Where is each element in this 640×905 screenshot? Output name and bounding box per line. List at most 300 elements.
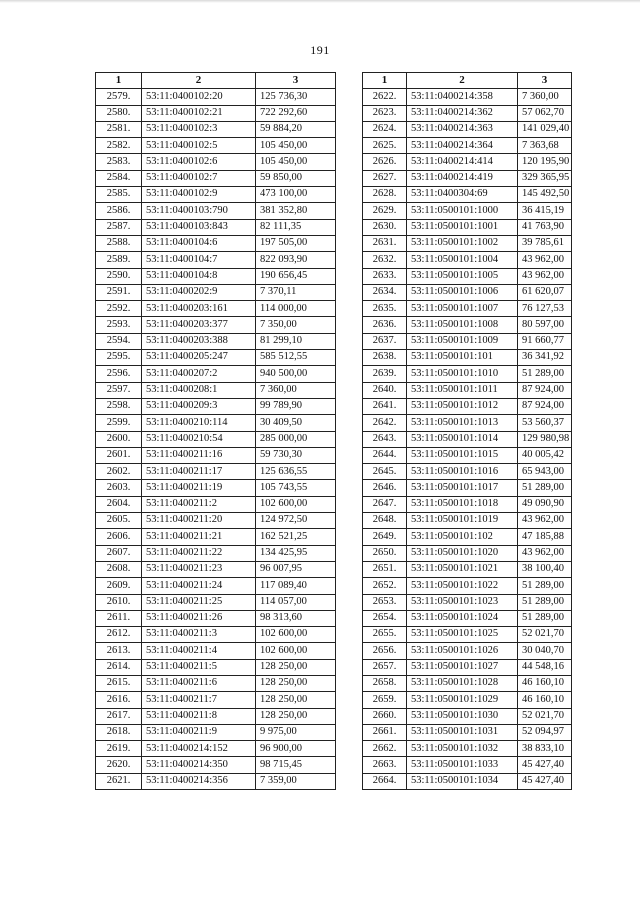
cadastral-value: 44 548,16	[518, 659, 572, 675]
cadastral-number: 53:11:0500101:101	[407, 350, 518, 366]
cadastral-number: 53:11:0400102:5	[142, 138, 256, 154]
column-header-cadastral-number: 2	[407, 73, 518, 89]
cadastral-value: 117 089,40	[256, 578, 336, 594]
cadastral-value: 98 313,60	[256, 610, 336, 626]
table-row	[96, 496, 336, 512]
table-row	[363, 252, 572, 268]
cadastral-number: 53:11:0400211:19	[142, 480, 256, 496]
table-row	[96, 692, 336, 708]
row-index: 2608.	[96, 561, 142, 577]
cadastral-number: 53:11:0500101:1002	[407, 235, 518, 251]
cadastral-number: 53:11:0400211:20	[142, 513, 256, 529]
table-row	[363, 301, 572, 317]
page-number: 191	[310, 43, 330, 57]
cadastral-value: 30 409,50	[256, 415, 336, 431]
row-index: 2588.	[96, 235, 142, 251]
cadastral-number: 53:11:0400214:152	[142, 741, 256, 757]
cadastral-value: 36 341,92	[518, 350, 572, 366]
row-index: 2657.	[363, 659, 407, 675]
row-index: 2585.	[96, 187, 142, 203]
table-row	[96, 643, 336, 659]
cadastral-value: 381 352,80	[256, 203, 336, 219]
cadastral-value: 51 289,00	[518, 578, 572, 594]
cadastral-number: 53:11:0500101:1033	[407, 757, 518, 773]
cadastral-number: 53:11:0400210:54	[142, 431, 256, 447]
table-row	[363, 89, 572, 105]
table-row	[363, 610, 572, 626]
row-index: 2637.	[363, 333, 407, 349]
table-row	[363, 594, 572, 610]
table-row	[363, 724, 572, 740]
cadastral-value: 52 021,70	[518, 627, 572, 643]
cadastral-number: 53:11:0400304:69	[407, 187, 518, 203]
cadastral-number: 53:11:0500101:1034	[407, 773, 518, 789]
cadastral-value: 59 884,20	[256, 121, 336, 137]
row-index: 2584.	[96, 170, 142, 186]
table-row	[363, 578, 572, 594]
table-row	[363, 757, 572, 773]
cadastral-value: 102 600,00	[256, 627, 336, 643]
table-row	[96, 350, 336, 366]
row-index: 2653.	[363, 594, 407, 610]
cadastral-value: 61 620,07	[518, 284, 572, 300]
cadastral-value: 49 090,90	[518, 496, 572, 512]
cadastral-value: 585 512,55	[256, 350, 336, 366]
cadastral-number: 53:11:0400211:2	[142, 496, 256, 512]
table-row	[96, 301, 336, 317]
row-index: 2658.	[363, 675, 407, 691]
cadastral-value: 43 962,00	[518, 513, 572, 529]
table-row	[363, 268, 572, 284]
cadastral-number: 53:11:0500101:1030	[407, 708, 518, 724]
registry-table-right	[362, 72, 572, 790]
table-row	[363, 708, 572, 724]
row-index: 2650.	[363, 545, 407, 561]
cadastral-value: 51 289,00	[518, 610, 572, 626]
cadastral-value: 87 924,00	[518, 398, 572, 414]
cadastral-number: 53:11:0400203:377	[142, 317, 256, 333]
cadastral-number: 53:11:0500101:1000	[407, 203, 518, 219]
table-row	[363, 741, 572, 757]
table-row	[363, 284, 572, 300]
table-row	[363, 398, 572, 414]
cadastral-value: 822 093,90	[256, 252, 336, 268]
cadastral-number: 53:11:0400102:20	[142, 89, 256, 105]
table-body-left	[96, 89, 336, 790]
cadastral-number: 53:11:0500101:1011	[407, 382, 518, 398]
row-index: 2603.	[96, 480, 142, 496]
cadastral-number: 53:11:0500101:1032	[407, 741, 518, 757]
table-row	[363, 415, 572, 431]
cadastral-number: 53:11:0400211:5	[142, 659, 256, 675]
cadastral-value: 82 111,35	[256, 219, 336, 235]
row-index: 2609.	[96, 578, 142, 594]
cadastral-number: 53:11:0400102:3	[142, 121, 256, 137]
cadastral-number: 53:11:0400211:3	[142, 627, 256, 643]
cadastral-number: 53:11:0500101:1017	[407, 480, 518, 496]
cadastral-number: 53:11:0500101:1007	[407, 301, 518, 317]
table-row	[363, 219, 572, 235]
table-row	[96, 89, 336, 105]
row-index: 2627.	[363, 170, 407, 186]
table-row	[363, 773, 572, 789]
cadastral-number: 53:11:0500101:1008	[407, 317, 518, 333]
row-index: 2582.	[96, 138, 142, 154]
table-row	[96, 268, 336, 284]
row-index: 2626.	[363, 154, 407, 170]
cadastral-number: 53:11:0400104:6	[142, 235, 256, 251]
row-index: 2623.	[363, 105, 407, 121]
cadastral-number: 53:11:0500101:1018	[407, 496, 518, 512]
cadastral-value: 43 962,00	[518, 252, 572, 268]
cadastral-value: 46 160,10	[518, 692, 572, 708]
cadastral-number: 53:11:0400214:356	[142, 773, 256, 789]
row-index: 2656.	[363, 643, 407, 659]
row-index: 2624.	[363, 121, 407, 137]
table-row	[363, 138, 572, 154]
row-index: 2593.	[96, 317, 142, 333]
cadastral-value: 285 000,00	[256, 431, 336, 447]
cadastral-value: 197 505,00	[256, 235, 336, 251]
cadastral-number: 53:11:0400102:9	[142, 187, 256, 203]
cadastral-number: 53:11:0500101:1022	[407, 578, 518, 594]
column-header-cadastral-number: 2	[142, 73, 256, 89]
cadastral-value: 30 040,70	[518, 643, 572, 659]
row-index: 2617.	[96, 708, 142, 724]
row-index: 2581.	[96, 121, 142, 137]
cadastral-number: 53:11:0500101:1025	[407, 627, 518, 643]
cadastral-number: 53:11:0500101:1012	[407, 398, 518, 414]
table-row	[363, 692, 572, 708]
row-index: 2648.	[363, 513, 407, 529]
cadastral-number: 53:11:0400104:7	[142, 252, 256, 268]
cadastral-value: 51 289,00	[518, 480, 572, 496]
cadastral-number: 53:11:0400104:8	[142, 268, 256, 284]
row-index: 2629.	[363, 203, 407, 219]
row-index: 2620.	[96, 757, 142, 773]
cadastral-value: 99 789,90	[256, 398, 336, 414]
table-row	[96, 105, 336, 121]
cadastral-value: 162 521,25	[256, 529, 336, 545]
row-index: 2659.	[363, 692, 407, 708]
table-row	[96, 561, 336, 577]
table-row	[96, 138, 336, 154]
column-header-value: 3	[256, 73, 336, 89]
cadastral-number: 53:11:0400214:362	[407, 105, 518, 121]
cadastral-value: 7 360,00	[256, 382, 336, 398]
cadastral-number: 53:11:0400214:419	[407, 170, 518, 186]
table-row	[96, 447, 336, 463]
table-row	[96, 627, 336, 643]
row-index: 2649.	[363, 529, 407, 545]
table-row	[363, 366, 572, 382]
cadastral-number: 53:11:0500101:1029	[407, 692, 518, 708]
cadastral-value: 722 292,60	[256, 105, 336, 121]
table-row	[363, 447, 572, 463]
row-index: 2635.	[363, 301, 407, 317]
row-index: 2651.	[363, 561, 407, 577]
cadastral-number: 53:11:0400205:247	[142, 350, 256, 366]
table-row	[363, 480, 572, 496]
cadastral-number: 53:11:0400209:3	[142, 398, 256, 414]
cadastral-number: 53:11:0500101:102	[407, 529, 518, 545]
table-row	[363, 105, 572, 121]
table-row	[96, 741, 336, 757]
table-row	[363, 187, 572, 203]
cadastral-value: 9 975,00	[256, 724, 336, 740]
cadastral-value: 128 250,00	[256, 692, 336, 708]
table-row	[96, 610, 336, 626]
table-row	[96, 154, 336, 170]
cadastral-value: 128 250,00	[256, 659, 336, 675]
cadastral-value: 114 057,00	[256, 594, 336, 610]
row-index: 2639.	[363, 366, 407, 382]
cadastral-value: 124 972,50	[256, 513, 336, 529]
column-header-value: 3	[518, 73, 572, 89]
cadastral-number: 53:11:0400214:364	[407, 138, 518, 154]
cadastral-number: 53:11:0400211:26	[142, 610, 256, 626]
row-index: 2614.	[96, 659, 142, 675]
cadastral-number: 53:11:0400211:4	[142, 643, 256, 659]
cadastral-value: 190 656,45	[256, 268, 336, 284]
row-index: 2579.	[96, 89, 142, 105]
cadastral-value: 41 763,90	[518, 219, 572, 235]
table-row	[96, 219, 336, 235]
table-row	[96, 594, 336, 610]
table-row	[96, 659, 336, 675]
row-index: 2652.	[363, 578, 407, 594]
table-body-right	[363, 89, 572, 790]
table-row	[96, 170, 336, 186]
cadastral-number: 53:11:0400203:388	[142, 333, 256, 349]
table-row	[96, 366, 336, 382]
row-index: 2600.	[96, 431, 142, 447]
cadastral-number: 53:11:0400208:1	[142, 382, 256, 398]
row-index: 2634.	[363, 284, 407, 300]
table-row	[363, 121, 572, 137]
cadastral-value: 329 365,95	[518, 170, 572, 186]
table-row	[96, 187, 336, 203]
row-index: 2598.	[96, 398, 142, 414]
row-index: 2663.	[363, 757, 407, 773]
table-row	[363, 675, 572, 691]
table-row	[96, 773, 336, 789]
cadastral-value: 473 100,00	[256, 187, 336, 203]
row-index: 2619.	[96, 741, 142, 757]
row-index: 2640.	[363, 382, 407, 398]
row-index: 2592.	[96, 301, 142, 317]
cadastral-value: 105 450,00	[256, 138, 336, 154]
cadastral-value: 52 021,70	[518, 708, 572, 724]
cadastral-value: 96 007,95	[256, 561, 336, 577]
cadastral-number: 53:11:0500101:1006	[407, 284, 518, 300]
table-row	[363, 154, 572, 170]
cadastral-value: 125 636,55	[256, 464, 336, 480]
cadastral-number: 53:11:0400214:350	[142, 757, 256, 773]
row-index: 2602.	[96, 464, 142, 480]
table-header-row	[96, 73, 336, 89]
cadastral-value: 81 299,10	[256, 333, 336, 349]
cadastral-value: 51 289,00	[518, 366, 572, 382]
cadastral-value: 98 715,45	[256, 757, 336, 773]
table-row	[96, 415, 336, 431]
row-index: 2616.	[96, 692, 142, 708]
table-row	[363, 431, 572, 447]
row-index: 2615.	[96, 675, 142, 691]
table-row	[96, 578, 336, 594]
table-row	[96, 724, 336, 740]
cadastral-number: 53:11:0400211:9	[142, 724, 256, 740]
cadastral-value: 43 962,00	[518, 268, 572, 284]
cadastral-value: 940 500,00	[256, 366, 336, 382]
row-index: 2589.	[96, 252, 142, 268]
registry-table-left	[95, 72, 336, 790]
row-index: 2636.	[363, 317, 407, 333]
cadastral-number: 53:11:0400214:358	[407, 89, 518, 105]
cadastral-number: 53:11:0400214:363	[407, 121, 518, 137]
cadastral-value: 91 660,77	[518, 333, 572, 349]
cadastral-number: 53:11:0400211:23	[142, 561, 256, 577]
cadastral-value: 36 415,19	[518, 203, 572, 219]
cadastral-value: 57 062,70	[518, 105, 572, 121]
cadastral-value: 120 195,90	[518, 154, 572, 170]
row-index: 2580.	[96, 105, 142, 121]
cadastral-number: 53:11:0400102:7	[142, 170, 256, 186]
cadastral-number: 53:11:0500101:1026	[407, 643, 518, 659]
cadastral-value: 46 160,10	[518, 675, 572, 691]
row-index: 2622.	[363, 89, 407, 105]
row-index: 2661.	[363, 724, 407, 740]
cadastral-value: 7 350,00	[256, 317, 336, 333]
cadastral-value: 38 100,40	[518, 561, 572, 577]
row-index: 2610.	[96, 594, 142, 610]
cadastral-number: 53:11:0400102:6	[142, 154, 256, 170]
row-index: 2647.	[363, 496, 407, 512]
row-index: 2645.	[363, 464, 407, 480]
row-index: 2607.	[96, 545, 142, 561]
column-header-index: 1	[363, 73, 407, 89]
cadastral-number: 53:11:0500101:1016	[407, 464, 518, 480]
table-row	[363, 545, 572, 561]
cadastral-value: 45 427,40	[518, 773, 572, 789]
cadastral-value: 59 730,30	[256, 447, 336, 463]
cadastral-number: 53:11:0400211:16	[142, 447, 256, 463]
cadastral-number: 53:11:0500101:1001	[407, 219, 518, 235]
cadastral-value: 134 425,95	[256, 545, 336, 561]
cadastral-value: 59 850,00	[256, 170, 336, 186]
cadastral-value: 125 736,30	[256, 89, 336, 105]
table-row	[363, 643, 572, 659]
row-index: 2643.	[363, 431, 407, 447]
cadastral-value: 51 289,00	[518, 594, 572, 610]
row-index: 2633.	[363, 268, 407, 284]
row-index: 2597.	[96, 382, 142, 398]
table-row	[363, 561, 572, 577]
cadastral-number: 53:11:0400202:9	[142, 284, 256, 300]
cadastral-number: 53:11:0400211:22	[142, 545, 256, 561]
cadastral-value: 7 370,11	[256, 284, 336, 300]
cadastral-value: 141 029,40	[518, 121, 572, 137]
cadastral-number: 53:11:0400211:21	[142, 529, 256, 545]
row-index: 2646.	[363, 480, 407, 496]
table-row	[96, 464, 336, 480]
row-index: 2638.	[363, 350, 407, 366]
row-index: 2587.	[96, 219, 142, 235]
table-row	[96, 757, 336, 773]
table-row	[363, 529, 572, 545]
cadastral-number: 53:11:0500101:1031	[407, 724, 518, 740]
cadastral-value: 43 962,00	[518, 545, 572, 561]
cadastral-value: 80 597,00	[518, 317, 572, 333]
table-row	[363, 350, 572, 366]
cadastral-value: 105 450,00	[256, 154, 336, 170]
row-index: 2599.	[96, 415, 142, 431]
row-index: 2595.	[96, 350, 142, 366]
row-index: 2660.	[363, 708, 407, 724]
row-index: 2594.	[96, 333, 142, 349]
cadastral-number: 53:11:0400203:161	[142, 301, 256, 317]
table-row	[363, 382, 572, 398]
scan-edge	[0, 0, 640, 3]
table-row	[96, 252, 336, 268]
cadastral-value: 65 943,00	[518, 464, 572, 480]
column-header-index: 1	[96, 73, 142, 89]
cadastral-value: 45 427,40	[518, 757, 572, 773]
row-index: 2641.	[363, 398, 407, 414]
row-index: 2605.	[96, 513, 142, 529]
cadastral-number: 53:11:0500101:1023	[407, 594, 518, 610]
cadastral-number: 53:11:0500101:1028	[407, 675, 518, 691]
table-row	[363, 659, 572, 675]
row-index: 2662.	[363, 741, 407, 757]
table-row	[96, 431, 336, 447]
table-row	[363, 513, 572, 529]
row-index: 2664.	[363, 773, 407, 789]
cadastral-value: 102 600,00	[256, 643, 336, 659]
row-index: 2586.	[96, 203, 142, 219]
table-row	[363, 235, 572, 251]
cadastral-number: 53:11:0400211:17	[142, 464, 256, 480]
cadastral-value: 38 833,10	[518, 741, 572, 757]
row-index: 2590.	[96, 268, 142, 284]
table-row	[96, 708, 336, 724]
row-index: 2611.	[96, 610, 142, 626]
table-row	[363, 464, 572, 480]
table-row	[96, 333, 336, 349]
cadastral-value: 129 980,98	[518, 431, 572, 447]
table-row	[96, 513, 336, 529]
cadastral-value: 114 000,00	[256, 301, 336, 317]
cadastral-number: 53:11:0500101:1021	[407, 561, 518, 577]
cadastral-number: 53:11:0500101:1027	[407, 659, 518, 675]
cadastral-number: 53:11:0500101:1009	[407, 333, 518, 349]
table-row	[96, 317, 336, 333]
row-index: 2583.	[96, 154, 142, 170]
table-row	[363, 496, 572, 512]
row-index: 2606.	[96, 529, 142, 545]
cadastral-value: 128 250,00	[256, 675, 336, 691]
row-index: 2654.	[363, 610, 407, 626]
table-row	[96, 203, 336, 219]
table-row	[96, 121, 336, 137]
row-index: 2604.	[96, 496, 142, 512]
table-row	[363, 170, 572, 186]
cadastral-value: 105 743,55	[256, 480, 336, 496]
row-index: 2621.	[96, 773, 142, 789]
row-index: 2630.	[363, 219, 407, 235]
cadastral-value: 7 360,00	[518, 89, 572, 105]
cadastral-value: 53 560,37	[518, 415, 572, 431]
